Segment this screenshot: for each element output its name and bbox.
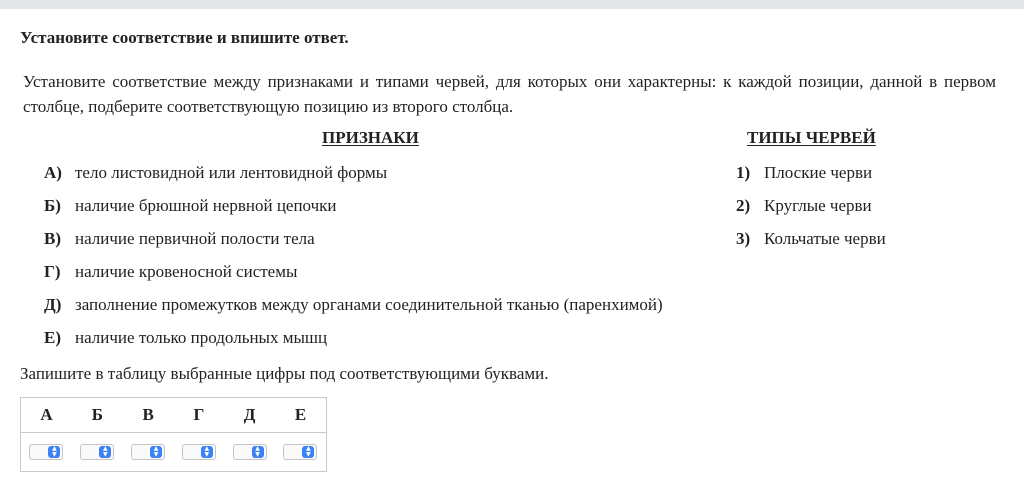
- task-instruction: Установите соответствие между признаками и типами червей, для которых они характерны: к каждой позиции, данной в первом столбце, подберите соответствующую позицию из второго столбца.: [23, 72, 996, 116]
- feature-item-d: [44, 295, 663, 315]
- worm-type-key: 2): [736, 196, 751, 215]
- feature-item-b: [44, 196, 337, 216]
- answer-cell-v: [123, 433, 174, 472]
- worm-type-text: Плоские черви: [764, 163, 873, 182]
- feature-text: тело листовидной или лентовидной формы: [75, 163, 388, 182]
- worm-type-text: Круглые черви: [764, 196, 872, 215]
- answer-column-b: Б: [72, 398, 123, 433]
- select-stepper-icon: ▲ ▼: [302, 446, 314, 458]
- answer-prompt: Запишите в таблицу выбранные цифры под соответствующими буквами.: [20, 364, 549, 383]
- feature-text: наличие кровеносной системы: [75, 262, 298, 281]
- select-stepper-icon: ▲ ▼: [201, 446, 213, 458]
- worm-type-key: 3): [736, 229, 751, 248]
- answer-cell-a: [21, 433, 72, 472]
- select-stepper-icon: ▲ ▼: [150, 446, 162, 458]
- top-bar: [0, 0, 1024, 9]
- feature-item-a: [44, 163, 387, 183]
- worm-type-text: Кольчатые черви: [764, 229, 886, 248]
- worm-type-item-3: [736, 229, 886, 249]
- answer-select-v[interactable]: [131, 444, 165, 460]
- answer-select-row: [21, 433, 327, 472]
- feature-key: Е): [44, 328, 61, 347]
- answer-select-g[interactable]: [182, 444, 216, 460]
- feature-item-e: [44, 328, 327, 348]
- answer-column-a: А: [21, 398, 72, 433]
- task-header: Установите соответствие и впишите ответ.: [20, 28, 349, 47]
- answer-cell-d: [224, 433, 275, 472]
- answer-column-v: В: [123, 398, 174, 433]
- features-column-title: ПРИЗНАКИ: [322, 128, 419, 147]
- feature-key: Д): [44, 295, 62, 314]
- answer-cell-e: [275, 433, 327, 472]
- answer-select-d[interactable]: [233, 444, 267, 460]
- select-stepper-icon: ▲ ▼: [99, 446, 111, 458]
- feature-key: А): [44, 163, 62, 182]
- feature-key: Б): [44, 196, 61, 215]
- worm-type-item-1: [736, 163, 872, 183]
- answer-column-g: Г: [173, 398, 224, 433]
- answer-column-d: Д: [224, 398, 275, 433]
- answer-cell-b: [72, 433, 123, 472]
- answer-table: [20, 397, 327, 472]
- select-stepper-icon: ▲ ▼: [48, 446, 60, 458]
- feature-text: наличие первичной полости тела: [75, 229, 315, 248]
- worm-type-key: 1): [736, 163, 751, 182]
- select-stepper-icon: ▲ ▼: [252, 446, 264, 458]
- answer-select-a[interactable]: [29, 444, 63, 460]
- feature-text: наличие только продольных мышц: [75, 328, 328, 347]
- answer-select-e[interactable]: [283, 444, 317, 460]
- feature-text: заполнение промежутков между органами соединительной тканью (паренхимой): [75, 295, 663, 314]
- feature-key: В): [44, 229, 61, 248]
- feature-key: Г): [44, 262, 61, 281]
- feature-text: наличие брюшной нервной цепочки: [75, 196, 337, 215]
- answer-cell-g: [173, 433, 224, 472]
- feature-item-v: [44, 229, 315, 249]
- answer-column-e: Е: [275, 398, 327, 433]
- answer-header-row: [21, 398, 327, 433]
- feature-item-g: [44, 262, 297, 282]
- worm-type-item-2: [736, 196, 872, 216]
- answer-select-b[interactable]: [80, 444, 114, 460]
- worm-types-column-title: ТИПЫ ЧЕРВЕЙ: [747, 128, 876, 147]
